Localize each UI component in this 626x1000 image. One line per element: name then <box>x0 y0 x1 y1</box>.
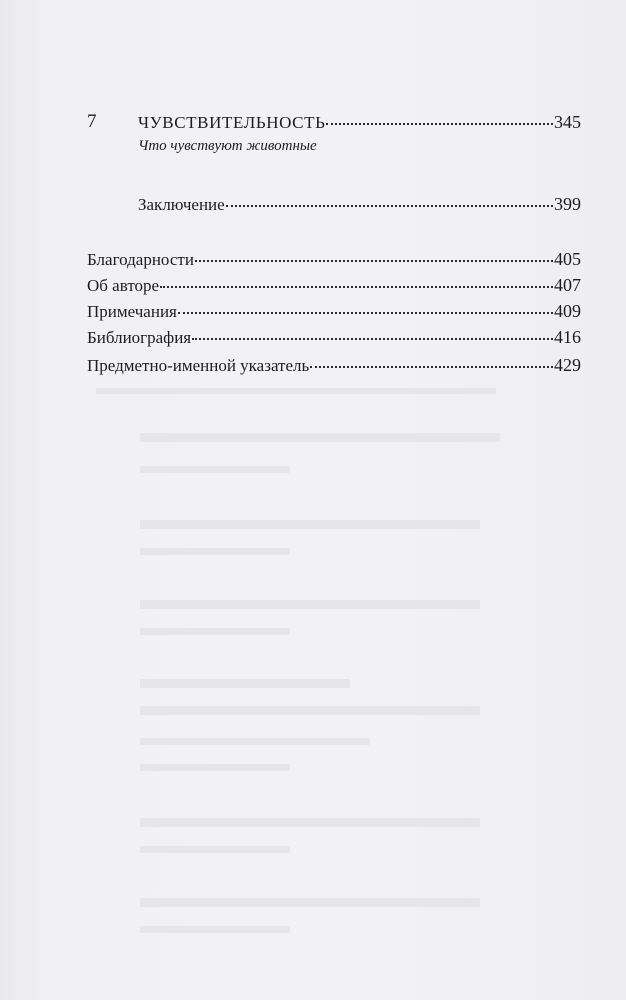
toc-entry-title: Примечания <box>87 302 177 321</box>
toc-entry-title: Об авторе <box>87 276 160 295</box>
toc-entry-title: Благодарности <box>87 250 194 269</box>
toc-entry-page: 345 <box>554 112 581 132</box>
chapter-subtitle: Что чувствуют животные <box>138 138 317 154</box>
toc-entry-page: 416 <box>554 327 581 347</box>
toc-entry-notes[interactable] <box>87 300 581 323</box>
dot-leader <box>178 312 553 314</box>
dot-leader <box>310 366 553 368</box>
toc-entry-bibliography[interactable] <box>87 326 581 349</box>
toc-entry-about-author[interactable] <box>87 274 581 297</box>
dot-leader <box>226 205 553 207</box>
dot-leader <box>192 338 553 340</box>
dot-leader <box>326 123 553 125</box>
dot-leader <box>195 260 553 262</box>
toc-entry-title: ЧУВСТВИТЕЛЬНОСТЬ <box>138 113 326 132</box>
toc-entry-conclusion[interactable] <box>138 193 581 216</box>
toc-entry-chapter[interactable] <box>138 111 581 134</box>
toc-entry-page: 405 <box>554 249 581 269</box>
toc-entry-title: Предметно-именной указатель <box>87 356 310 375</box>
toc-entry-acknowledgements[interactable] <box>87 248 581 271</box>
chapter-number: 7 <box>87 111 97 132</box>
dot-leader <box>160 286 553 288</box>
toc-entry-page: 429 <box>554 355 581 375</box>
toc-entry-page: 409 <box>554 301 581 321</box>
toc-entry-title: Библиография <box>87 328 192 347</box>
toc-entry-page: 407 <box>554 275 581 295</box>
toc-entry-index[interactable] <box>87 354 581 377</box>
toc-entry-page: 399 <box>554 194 581 214</box>
toc-entry-title: Заключение <box>138 195 225 214</box>
